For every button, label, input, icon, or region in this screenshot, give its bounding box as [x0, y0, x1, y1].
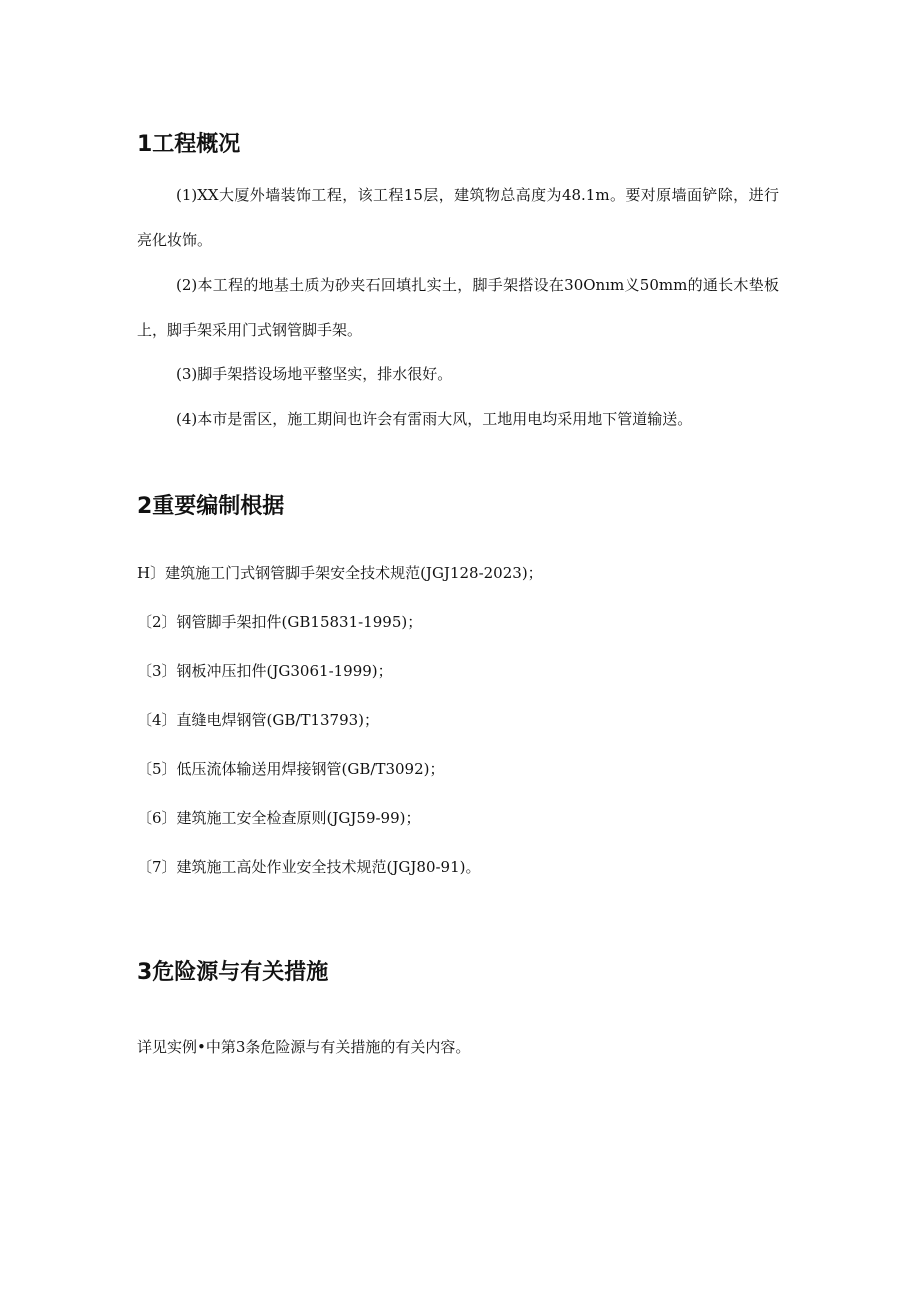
section-2-heading: 2重要编制根据: [137, 494, 285, 519]
section-3-heading: 3危险源与有关措施: [137, 960, 329, 985]
section-1-paragraph-2-line-2: 上，脚手架采用门式钢管脚手架。: [137, 321, 363, 339]
section-1-paragraph-1-line-2: 亮化妆饰。: [137, 231, 213, 249]
reference-list-item: 〔3〕钢板冲压扣件(JG3061-1999)；: [137, 662, 393, 680]
reference-list-item: 〔5〕低压流体输送用焊接钢管(GB/T3092)；: [137, 760, 445, 778]
reference-list-item: 〔4〕直缝电焊钢管(GB/T13793)；: [137, 711, 380, 729]
section-1-paragraph-1-line-1: (1)XX大厦外墙装饰工程，该工程15层，建筑物总高度为48.1m。要对原墙面铲除，进行: [176, 186, 779, 204]
reference-list-item: 〔6〕建筑施工安全检查原则(JGJ59-99)；: [137, 809, 421, 827]
section-1-heading: 1工程概况: [137, 132, 241, 157]
section-1-paragraph-3: (3)脚手架搭设场地平整坚实，排水很好。: [176, 365, 453, 383]
reference-list-item: H〕建筑施工门式钢管脚手架安全技术规范(JGJ128-2023)；: [137, 564, 543, 582]
section-3-paragraph-1: 详见实例•中第3条危险源与有关措施的有关内容。: [137, 1038, 471, 1056]
reference-list-item: 〔7〕建筑施工高处作业安全技术规范(JGJ80-91)。: [137, 858, 481, 876]
section-1-paragraph-4: (4)本市是雷区，施工期间也许会有雷雨大风，工地用电均采用地下管道输送。: [176, 410, 693, 428]
reference-list-item: 〔2〕钢管脚手架扣件(GB15831-1995)；: [137, 613, 423, 631]
section-1-paragraph-2-line-1: (2)本工程的地基土质为砂夹石回填扎实土，脚手架搭设在30Onım义50mm的通长木垫板: [176, 276, 779, 294]
